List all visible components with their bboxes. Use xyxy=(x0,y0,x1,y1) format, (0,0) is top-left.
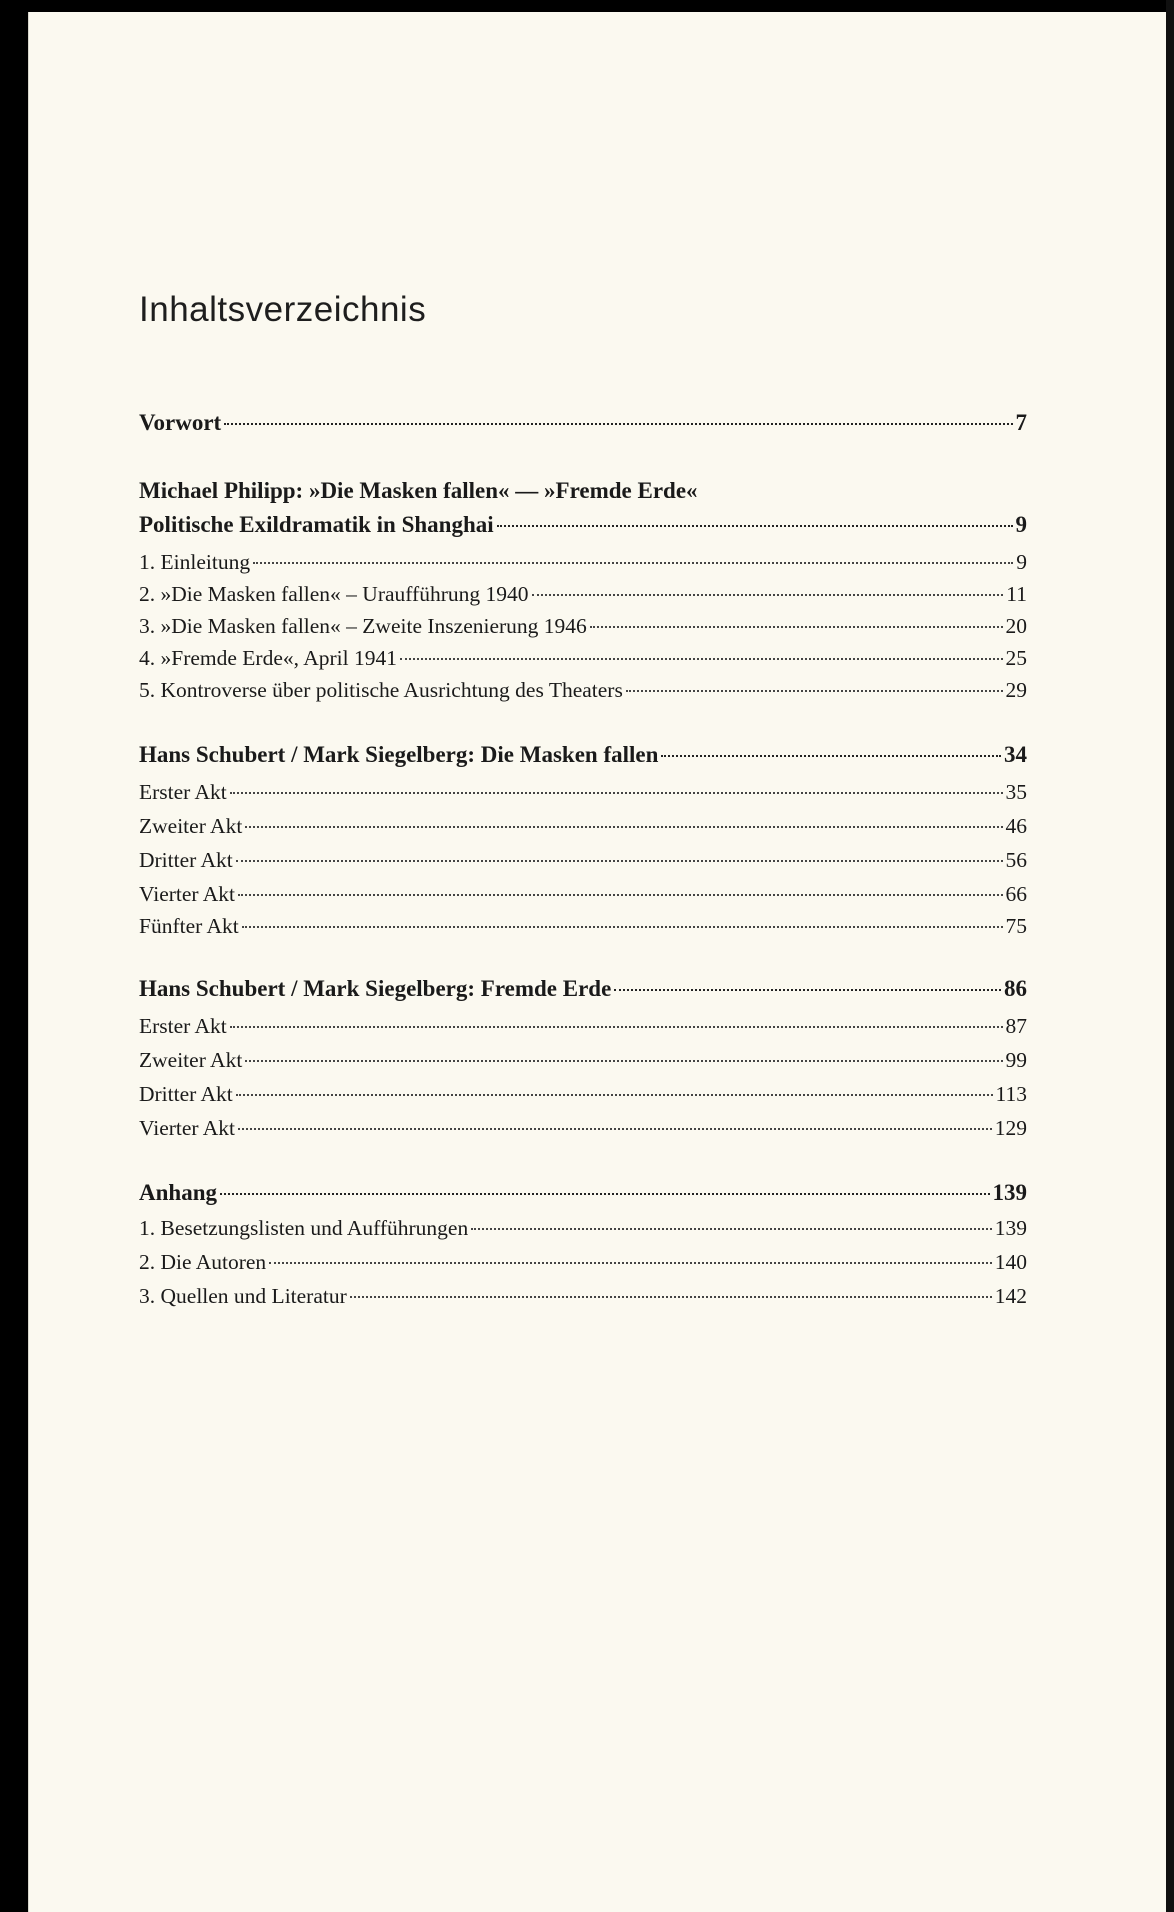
toc-entry-label: 2. »Die Masken fallen« – Uraufführung 1940 xyxy=(139,582,529,606)
toc-entry-label: Erster Akt xyxy=(139,780,227,804)
toc-entry-label: 3. »Die Masken fallen« – Zweite Inszenierung 1946 xyxy=(139,614,587,638)
toc-entry-page: 142 xyxy=(994,1284,1027,1308)
dot-leader xyxy=(497,525,1013,527)
toc-entry-label: Erster Akt xyxy=(139,1014,227,1038)
section-title-philipp: Michael Philipp: »Die Masken fallen« — »Fremde Erde« xyxy=(139,478,698,503)
toc-sub-entry xyxy=(139,814,1027,839)
dot-leader xyxy=(238,1128,992,1130)
toc-entry-anhang xyxy=(139,1180,1027,1206)
toc-sub-entry xyxy=(139,1284,1027,1309)
toc-entry-label: Politische Exildramatik in Shanghai xyxy=(139,512,494,537)
toc-entry-label: Vorwort xyxy=(139,410,222,435)
toc-entry-page: 87 xyxy=(1005,1014,1027,1038)
toc-entry-label: Vierter Akt xyxy=(139,882,236,906)
toc-sub-entry xyxy=(139,1048,1027,1073)
toc-entry-label: 4. »Fremde Erde«, April 1941 xyxy=(139,646,397,670)
book-page xyxy=(28,12,1174,1912)
toc-entry-page: 46 xyxy=(1005,814,1027,838)
toc-entry-label: Dritter Akt xyxy=(139,1082,233,1106)
toc-entry-label: 2. Die Autoren xyxy=(139,1250,267,1274)
dot-leader xyxy=(661,755,1001,757)
dot-leader xyxy=(242,926,1003,928)
toc-entry-label: 1. Einleitung xyxy=(139,550,251,574)
toc-entry-page: 139 xyxy=(994,1216,1027,1240)
dot-leader xyxy=(245,1060,1002,1062)
toc-entry-page: 9 xyxy=(1015,512,1027,537)
dot-leader xyxy=(230,792,1003,794)
toc-entry-page: 75 xyxy=(1005,914,1027,938)
toc-entry-label: 3. Quellen und Literatur xyxy=(139,1284,347,1308)
toc-entry-erde xyxy=(139,976,1027,1002)
dot-leader xyxy=(245,826,1002,828)
toc-entry-page: 20 xyxy=(1005,614,1027,638)
toc-entry-page: 139 xyxy=(992,1180,1027,1205)
toc-entry-page: 35 xyxy=(1005,780,1027,804)
toc-entry-label: Dritter Akt xyxy=(139,848,233,872)
dot-leader xyxy=(236,1094,993,1096)
toc-entry-label: Hans Schubert / Mark Siegelberg: Die Masken fallen xyxy=(139,742,659,767)
dot-leader xyxy=(238,894,1002,896)
toc-entry-label: Hans Schubert / Mark Siegelberg: Fremde Erde xyxy=(139,976,612,1001)
toc-entry-page: 7 xyxy=(1015,410,1027,435)
toc-entry-masken xyxy=(139,742,1027,768)
dot-leader xyxy=(614,989,1001,991)
dot-leader xyxy=(224,423,1012,425)
dot-leader xyxy=(626,690,1003,692)
dot-leader xyxy=(590,626,1003,628)
toc-entry-page: 56 xyxy=(1005,848,1027,872)
toc-sub-entry xyxy=(139,1216,1027,1241)
toc-entry-page: 34 xyxy=(1004,742,1027,767)
toc-entry-label: Vierter Akt xyxy=(139,1116,236,1140)
toc-sub-entry xyxy=(139,882,1027,907)
page-title: Inhaltsverzeichnis xyxy=(139,290,427,329)
toc-sub-entry xyxy=(139,1014,1027,1039)
toc-sub-entry xyxy=(139,646,1027,671)
toc-entry-label: Zweiter Akt xyxy=(139,814,243,838)
dot-leader xyxy=(230,1026,1003,1028)
toc-entry-vorwort xyxy=(139,410,1027,436)
toc-entry-label: 1. Besetzungslisten und Aufführungen xyxy=(139,1216,469,1240)
toc-sub-entry xyxy=(139,1082,1027,1107)
toc-sub-entry xyxy=(139,1250,1027,1275)
toc-sub-entry xyxy=(139,848,1027,873)
dot-leader xyxy=(471,1228,992,1230)
dot-leader xyxy=(400,658,1003,660)
toc-entry-page: 140 xyxy=(994,1250,1027,1274)
toc-sub-entry xyxy=(139,550,1027,575)
toc-sub-entry xyxy=(139,1116,1027,1141)
toc-sub-entry xyxy=(139,780,1027,805)
toc-entry-page: 113 xyxy=(995,1082,1027,1106)
toc-entry-label: 5. Kontroverse über politische Ausrichtung des Theaters xyxy=(139,678,623,702)
toc-entry-page: 86 xyxy=(1004,976,1027,1001)
toc-entry-label: Fünfter Akt xyxy=(139,914,239,938)
dot-leader xyxy=(253,562,1013,564)
dot-leader xyxy=(269,1262,992,1264)
dot-leader xyxy=(236,860,1003,862)
toc-entry-label: Zweiter Akt xyxy=(139,1048,243,1072)
toc-entry-page: 11 xyxy=(1006,582,1027,606)
toc-entry-page: 29 xyxy=(1005,678,1027,702)
toc-entry-page: 9 xyxy=(1016,550,1027,574)
toc-entry-page: 66 xyxy=(1005,882,1027,906)
toc-entry-page: 129 xyxy=(994,1116,1027,1140)
toc-entry-label: Anhang xyxy=(139,1180,217,1205)
toc-sub-entry xyxy=(139,914,1027,939)
toc-sub-entry xyxy=(139,582,1027,607)
toc-sub-entry xyxy=(139,614,1027,639)
toc-entry-page: 99 xyxy=(1005,1048,1027,1072)
toc-entry-page: 25 xyxy=(1005,646,1027,670)
dot-leader xyxy=(220,1193,990,1195)
toc-sub-entry xyxy=(139,678,1027,703)
toc-entry-philipp xyxy=(139,512,1027,538)
dot-leader xyxy=(532,594,1004,596)
dot-leader xyxy=(350,1296,992,1298)
scan-edge xyxy=(1166,0,1174,1912)
